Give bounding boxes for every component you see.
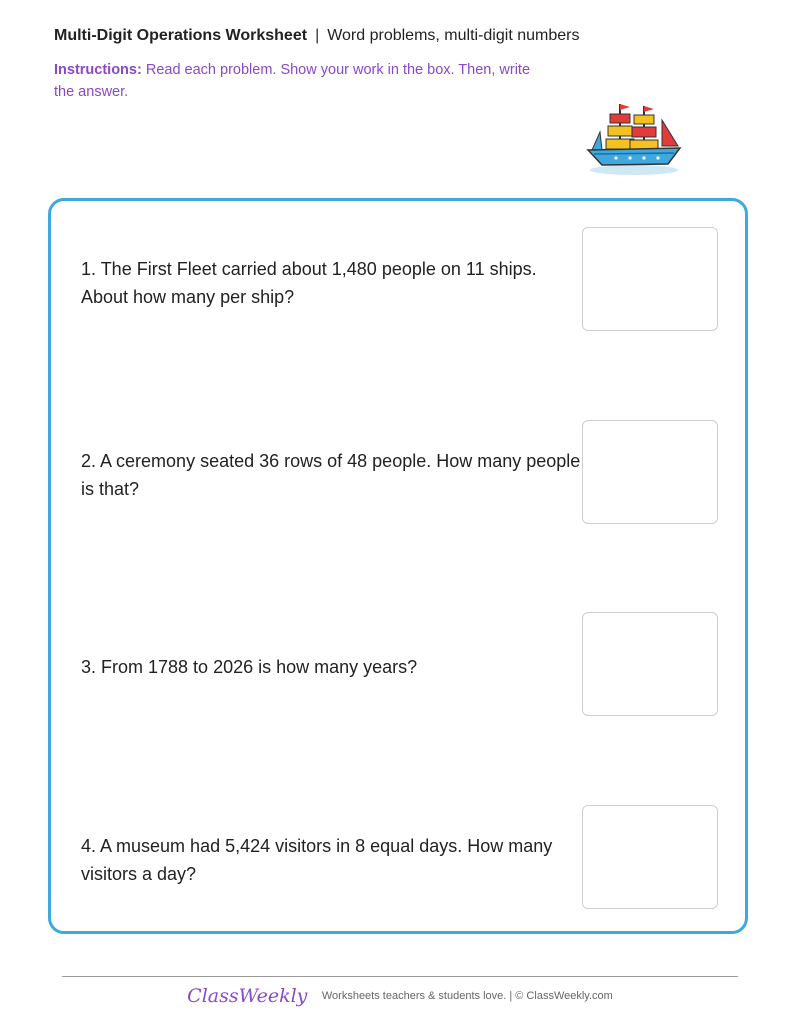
footer-divider <box>62 976 738 977</box>
sailing-ship-icon <box>582 98 686 178</box>
instructions-label: Instructions: <box>54 62 142 78</box>
answer-box-2[interactable] <box>582 420 718 524</box>
problem-4: 4. A museum had 5,424 visitors in 8 equal days. How many visitors a day? <box>81 836 553 884</box>
brand-logo: ClassWeekly <box>187 985 308 1007</box>
answer-box-4[interactable] <box>582 805 718 909</box>
instructions <box>54 59 554 103</box>
footer <box>0 985 800 1007</box>
footer-tagline: Worksheets teachers & students love. | © ClassWeekly.com <box>321 990 613 1002</box>
problem-3: 3. From 1788 to 2026 is how many years? <box>81 657 418 677</box>
answer-box-1[interactable] <box>582 227 718 331</box>
worksheet-title: Multi-Digit Operations Worksheet <box>54 27 308 44</box>
worksheet-header <box>54 27 579 45</box>
problem-2: 2. A ceremony seated 36 rows of 48 people. How many people is that? <box>81 451 581 499</box>
header-separator: | <box>315 27 320 44</box>
problems-panel <box>48 198 748 934</box>
worksheet-subtitle: Word problems, multi-digit numbers <box>327 27 580 44</box>
answer-box-3[interactable] <box>582 612 718 716</box>
problem-1: 1. The First Fleet carried about 1,480 people on 11 ships. About how many per ship? <box>81 259 537 307</box>
instructions-text: Read each problem. Show your work in the box. Then, write the answer. <box>54 62 531 100</box>
